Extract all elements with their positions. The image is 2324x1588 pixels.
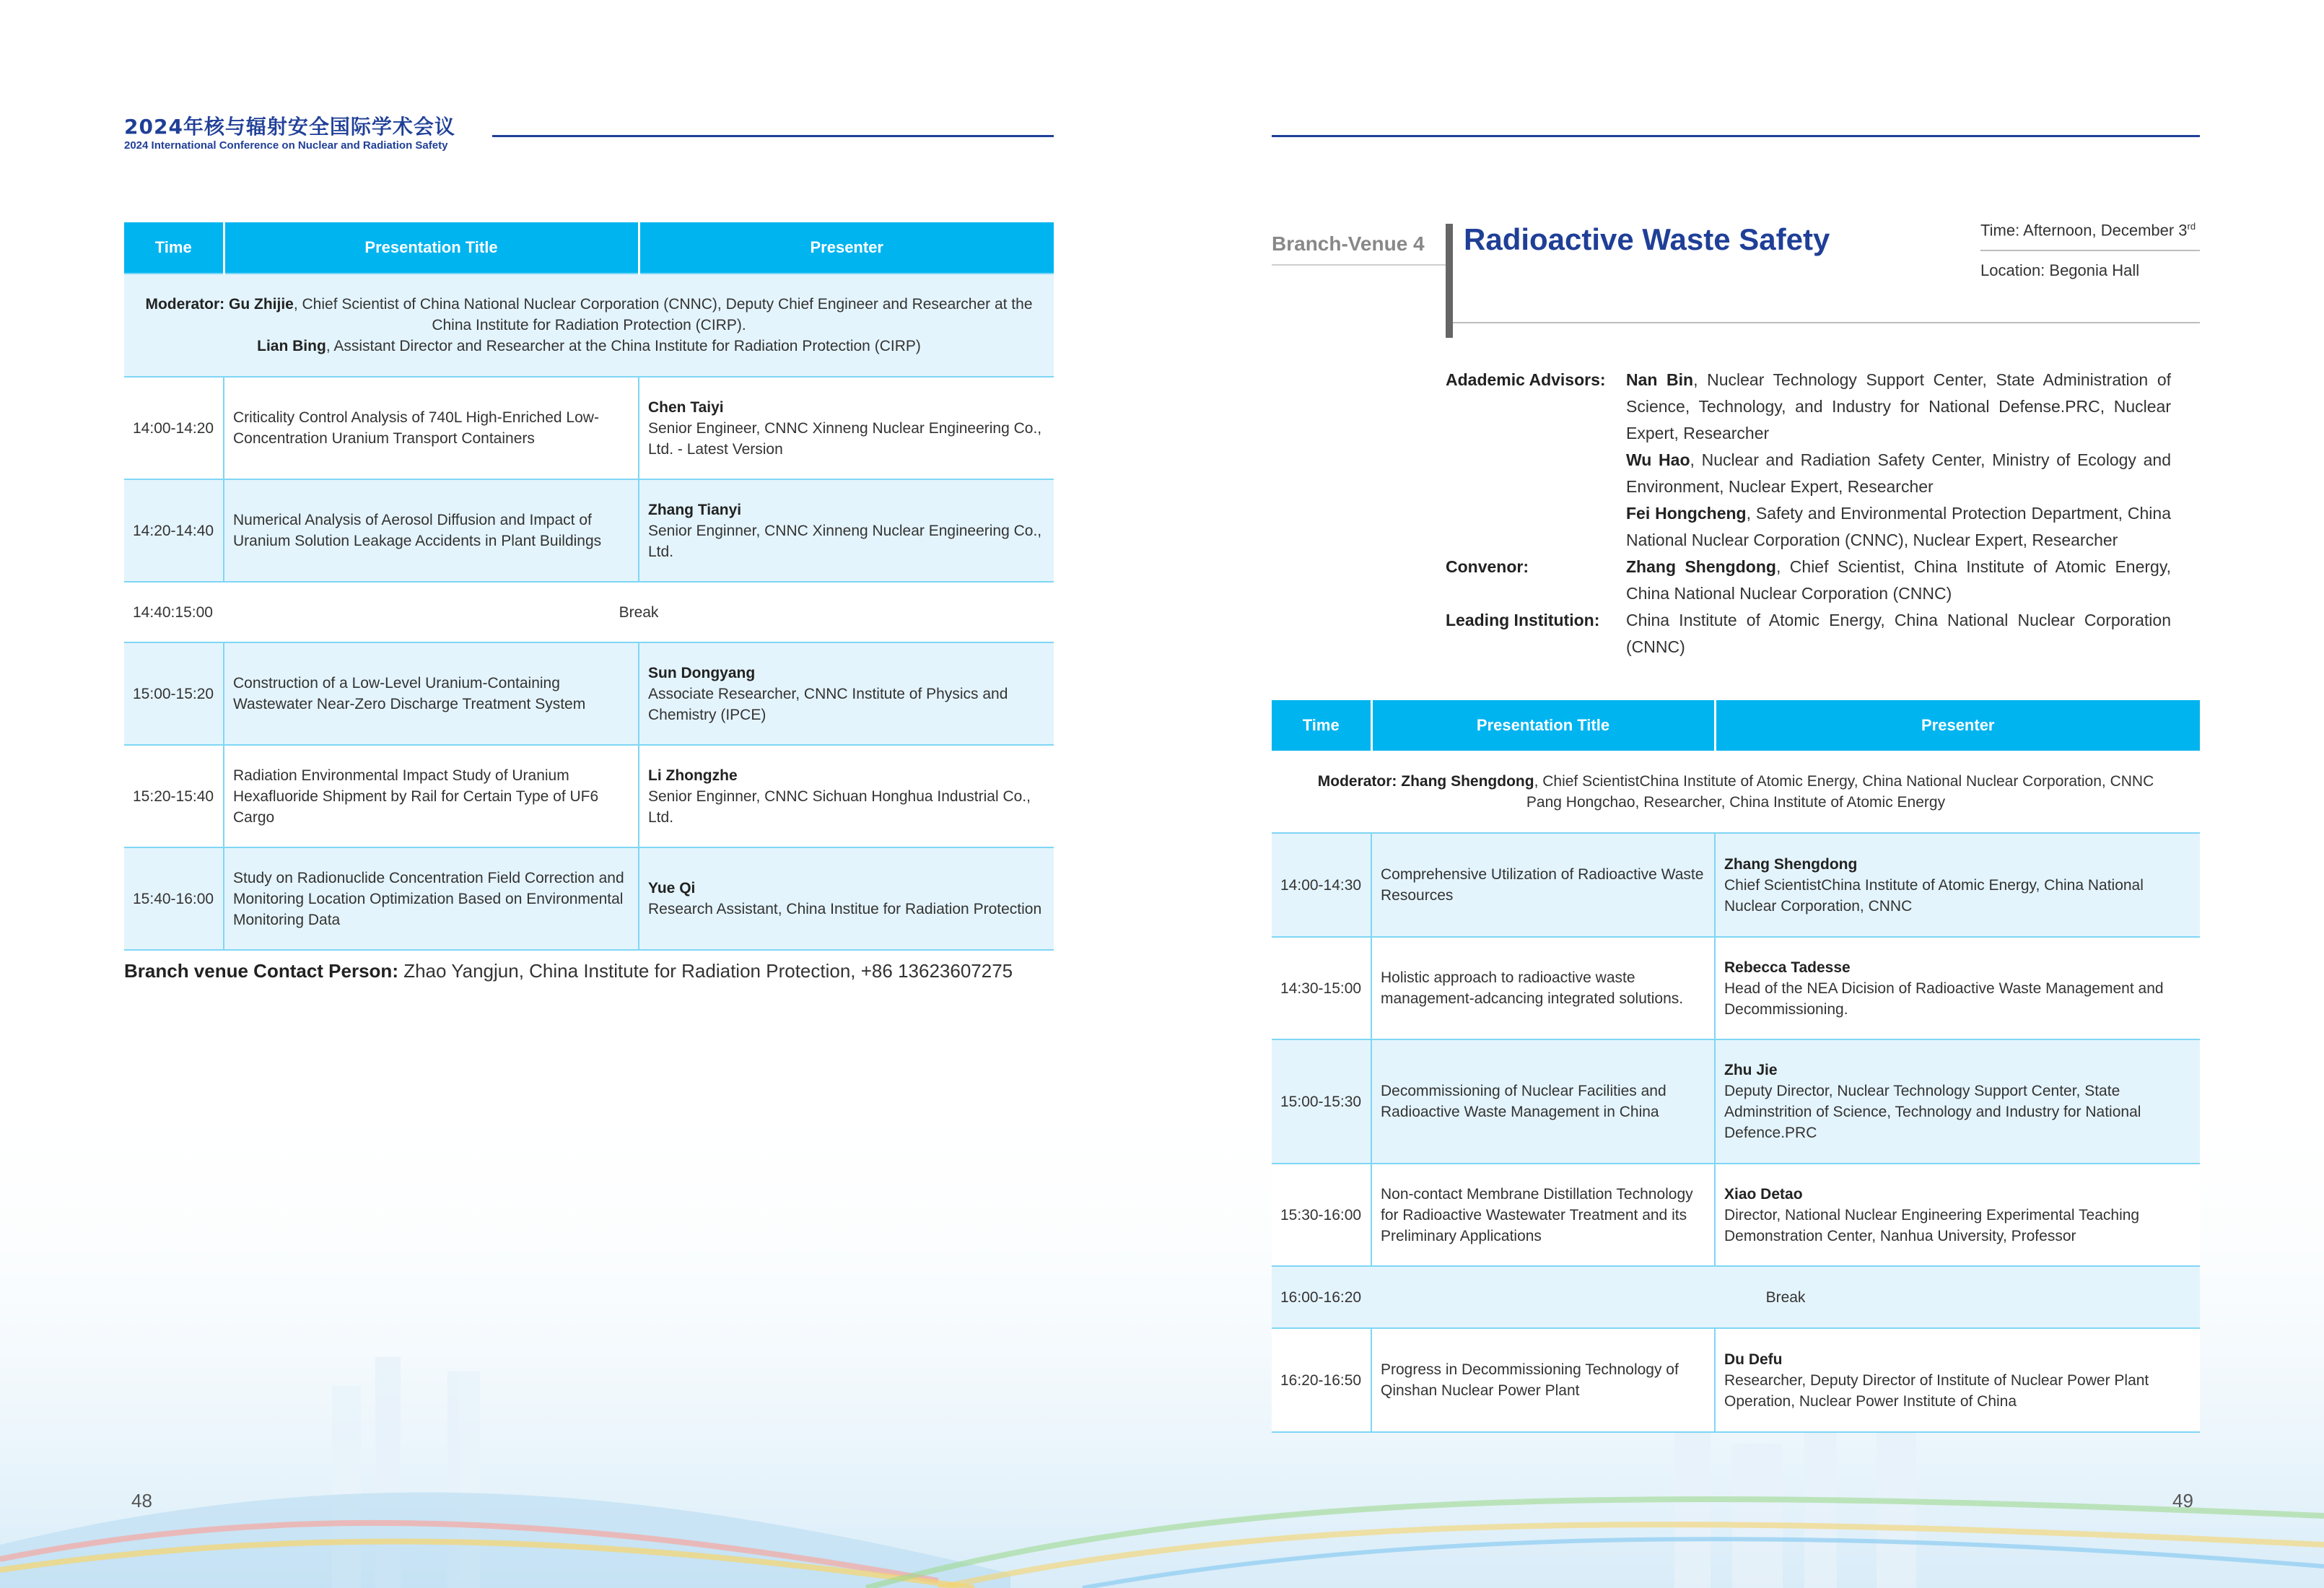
break-label: Break bbox=[224, 582, 1054, 642]
table-row bbox=[124, 479, 1054, 582]
row-presenter bbox=[639, 377, 1054, 479]
presenter-affiliation: Head of the NEA Dicision of Radioactive Waste Management and Decommissioning. bbox=[1724, 980, 2164, 1018]
row-time: 14:30-15:00 bbox=[1272, 937, 1371, 1039]
row-title: Holistic approach to radioactive waste management-adcancing integrated solutions. bbox=[1371, 937, 1715, 1039]
header-rule bbox=[1272, 135, 2200, 137]
row-time: 14:20-14:40 bbox=[124, 479, 224, 582]
row-time: 16:20-16:50 bbox=[1272, 1328, 1371, 1432]
session-location: Location: Begonia Hall bbox=[1980, 261, 2140, 279]
row-time: 16:00-16:20 bbox=[1272, 1266, 1371, 1328]
table-row bbox=[1272, 1039, 2200, 1164]
col-header-time: Time bbox=[124, 222, 224, 274]
advisor-entry bbox=[1626, 367, 2171, 447]
advisor-entry bbox=[1626, 447, 2171, 500]
convenor-row bbox=[1446, 554, 2171, 607]
moderator-desc-1: , Chief ScientistChina Institute of Atomic Energy, China National Nuclear Corporation, CNNC bbox=[1534, 772, 2154, 790]
presenter-name: Yue Qi bbox=[648, 880, 696, 896]
row-presenter bbox=[1715, 1039, 2200, 1164]
row-title: Comprehensive Utilization of Radioactive Waste Resources bbox=[1371, 833, 1715, 937]
session-time bbox=[1980, 221, 2196, 240]
advisor-name: Fei Hongcheng bbox=[1626, 504, 1747, 523]
page-number: 48 bbox=[131, 1490, 152, 1511]
advisor-desc: , Nuclear and Radiation Safety Center, Ministry of Ecology and Environment, Nuclear Expert, Researcher bbox=[1626, 450, 2171, 496]
advisors-row bbox=[1446, 367, 2171, 554]
table-row bbox=[124, 377, 1054, 479]
presenter-affiliation: Researcher, Deputy Director of Institute of Nuclear Power Plant Operation, Nuclear Power Institute of China bbox=[1724, 1371, 2149, 1410]
conference-title-en: 2024 International Conference on Nuclear and Radiation Safety bbox=[124, 139, 448, 152]
moderator-name-1: Zhang Shengdong bbox=[1401, 772, 1534, 790]
row-presenter bbox=[1715, 1164, 2200, 1266]
advisor-name: Wu Hao bbox=[1626, 450, 1690, 469]
row-presenter bbox=[639, 847, 1054, 950]
table-row bbox=[1272, 937, 2200, 1039]
advisors-list bbox=[1626, 367, 2171, 554]
table-row bbox=[124, 642, 1054, 745]
moderator-name-2: Lian Bing bbox=[257, 338, 326, 354]
session-time-sup: rd bbox=[2187, 221, 2196, 232]
row-time: 15:00-15:30 bbox=[1272, 1039, 1371, 1164]
table-row bbox=[124, 847, 1054, 950]
leading-row bbox=[1446, 607, 2171, 660]
presenter-name: Li Zhongzhe bbox=[648, 767, 738, 784]
moderator-desc-2: , Assistant Director and Researcher at the China Institute for Radiation Protection (CIRP) bbox=[326, 338, 921, 354]
convenor-value bbox=[1626, 554, 2171, 607]
presenter-name: Du Defu bbox=[1724, 1351, 1783, 1368]
col-header-title: Presentation Title bbox=[1371, 700, 1715, 751]
row-time: 15:00-15:20 bbox=[124, 642, 224, 745]
leading-value: China Institute of Atomic Energy, China National Nuclear Corporation (CNNC) bbox=[1626, 611, 2171, 656]
col-header-presenter: Presenter bbox=[1715, 700, 2200, 751]
moderator-row bbox=[1272, 751, 2200, 833]
break-row bbox=[124, 582, 1054, 642]
moderator-label: Moderator: bbox=[1317, 772, 1397, 790]
presenter-name: Sun Dongyang bbox=[648, 664, 756, 681]
col-header-title: Presentation Title bbox=[224, 222, 639, 274]
row-presenter bbox=[1715, 937, 2200, 1039]
advisor-entry bbox=[1626, 500, 2171, 554]
branch-title-bar bbox=[1446, 224, 1453, 338]
row-time: 14:40:15:00 bbox=[124, 582, 224, 642]
schedule-table-right bbox=[1272, 700, 2200, 1433]
presenter-affiliation: Senior Engineer, CNNC Xinneng Nuclear Engineering Co., Ltd. - Latest Version bbox=[648, 419, 1042, 458]
row-title: Radiation Environmental Impact Study of Uranium Hexafluoride Shipment by Rail for Certain Type of UF6 Cargo bbox=[224, 745, 639, 847]
table-row bbox=[124, 745, 1054, 847]
session-info bbox=[1446, 367, 2171, 660]
branch-venue-underline bbox=[1272, 264, 1452, 266]
presenter-name: Zhang Shengdong bbox=[1724, 855, 1858, 873]
row-title: Decommissioning of Nuclear Facilities and Radioactive Waste Management in China bbox=[1371, 1039, 1715, 1164]
right-page bbox=[1162, 0, 2324, 1588]
row-title: Construction of a Low-Level Uranium-Containing Wastewater Near-Zero Discharge Treatment System bbox=[224, 642, 639, 745]
row-time: 14:00-14:30 bbox=[1272, 833, 1371, 937]
presenter-name: Chen Taiyi bbox=[648, 398, 724, 416]
presenter-name: Zhang Tianyi bbox=[648, 501, 742, 518]
branch-contact bbox=[124, 960, 1013, 982]
row-time: 15:40-16:00 bbox=[124, 847, 224, 950]
session-time-text: Time: Afternoon, December 3 bbox=[1980, 221, 2188, 240]
contact-label: Branch venue Contact Person: bbox=[124, 960, 398, 982]
convenor-label: Convenor: bbox=[1446, 557, 1529, 576]
presenter-affiliation: Deputy Director, Nuclear Technology Support Center, State Adminstrition of Science, Technology and Industry for National Defence.PRC bbox=[1724, 1083, 2141, 1141]
table-row bbox=[1272, 1164, 2200, 1266]
schedule-table-left bbox=[124, 222, 1054, 951]
presenter-name: Zhu Jie bbox=[1724, 1062, 1778, 1078]
row-title: Progress in Decommissioning Technology of Qinshan Nuclear Power Plant bbox=[1371, 1328, 1715, 1432]
col-header-time: Time bbox=[1272, 700, 1371, 751]
row-title: Non-contact Membrane Distillation Technology for Radioactive Wastewater Treatment and its Preliminary Applications bbox=[1371, 1164, 1715, 1266]
page-number: 49 bbox=[2172, 1490, 2193, 1511]
conference-title-cn: 2024年核与辐射安全国际学术会议 bbox=[124, 115, 455, 139]
row-title: Numerical Analysis of Aerosol Diffusion and Impact of Uranium Solution Leakage Accidents in Plant Buildings bbox=[224, 479, 639, 582]
header-rule bbox=[492, 135, 1054, 137]
leading-label: Leading Institution: bbox=[1446, 611, 1600, 629]
row-presenter bbox=[1715, 1328, 2200, 1432]
presenter-affiliation: Senior Enginner, CNNC Xinneng Nuclear Engineering Co., Ltd. bbox=[648, 522, 1042, 560]
moderator-name-1: Gu Zhijie bbox=[229, 296, 294, 313]
advisor-desc: , Nuclear Technology Support Center, State Administration of Science, Technology, and Industry for National Defense.PRC, Nuclear Expert, Researcher bbox=[1626, 370, 2171, 442]
branch-venue-label: Branch-Venue 4 bbox=[1272, 232, 1425, 255]
row-time: 14:00-14:20 bbox=[124, 377, 224, 479]
convenor-name: Zhang Shengdong bbox=[1626, 557, 1776, 576]
branch-venue-title: Radioactive Waste Safety bbox=[1464, 222, 1830, 256]
advisor-name: Nan Bin bbox=[1626, 370, 1694, 389]
heading-separator bbox=[1453, 322, 2200, 323]
presenter-name: Rebecca Tadesse bbox=[1724, 959, 1851, 976]
row-title: Criticality Control Analysis of 740L High-Enriched Low-Concentration Uranium Transport Containers bbox=[224, 377, 639, 479]
presenter-affiliation: Research Assistant, China Institue for Radiation Protection bbox=[648, 901, 1042, 917]
row-presenter bbox=[1715, 833, 2200, 937]
row-time: 15:20-15:40 bbox=[124, 745, 224, 847]
row-presenter bbox=[639, 479, 1054, 582]
presenter-affiliation: Chief ScientistChina Institute of Atomic Energy, China National Nuclear Corporation, CNNC bbox=[1724, 876, 2144, 915]
time-separator bbox=[1980, 250, 2200, 251]
row-presenter bbox=[639, 745, 1054, 847]
col-header-presenter: Presenter bbox=[639, 222, 1054, 274]
advisor-desc: , Safety and Environmental Protection Department, China National Nuclear Corporation (CNNC), Nuclear Expert, Researcher bbox=[1626, 504, 2171, 549]
advisors-label: Adademic Advisors: bbox=[1446, 370, 1606, 389]
row-time: 15:30-16:00 bbox=[1272, 1164, 1371, 1266]
presenter-affiliation: Senior Enginner, CNNC Sichuan Honghua Industrial Co., Ltd. bbox=[648, 788, 1031, 826]
presenter-affiliation: Director, National Nuclear Engineering Experimental Teaching Demonstration Center, Nanhua University, Professor bbox=[1724, 1206, 2140, 1244]
moderator-row bbox=[124, 274, 1054, 377]
table-row bbox=[1272, 833, 2200, 937]
break-row bbox=[1272, 1266, 2200, 1328]
moderator-desc-1: , Chief Scientist of China National Nuclear Corporation (CNNC), Deputy Chief Engineer and Researcher at the China Institute for Radiation Protection (CIRP). bbox=[293, 296, 1033, 333]
row-title: Study on Radionuclide Concentration Field Correction and Monitoring Location Optimization Based on Environmental Monitoring Data bbox=[224, 847, 639, 950]
presenter-affiliation: Associate Researcher, CNNC Institute of Physics and Chemistry (IPCE) bbox=[648, 685, 1008, 723]
break-label: Break bbox=[1371, 1266, 2200, 1328]
table-row bbox=[1272, 1328, 2200, 1432]
convenor-desc: , Chief Scientist, China Institute of Atomic Energy, China National Nuclear Corporation (CNNC) bbox=[1626, 557, 2171, 603]
moderator-label: Moderator: bbox=[145, 296, 225, 313]
row-presenter bbox=[639, 642, 1054, 745]
contact-value: Zhao Yangjun, China Institute for Radiation Protection, +86 13623607275 bbox=[398, 960, 1013, 982]
presenter-name: Xiao Detao bbox=[1724, 1185, 1803, 1203]
moderator-line-2: Pang Hongchao, Researcher, China Institute of Atomic Energy bbox=[1526, 793, 1946, 811]
